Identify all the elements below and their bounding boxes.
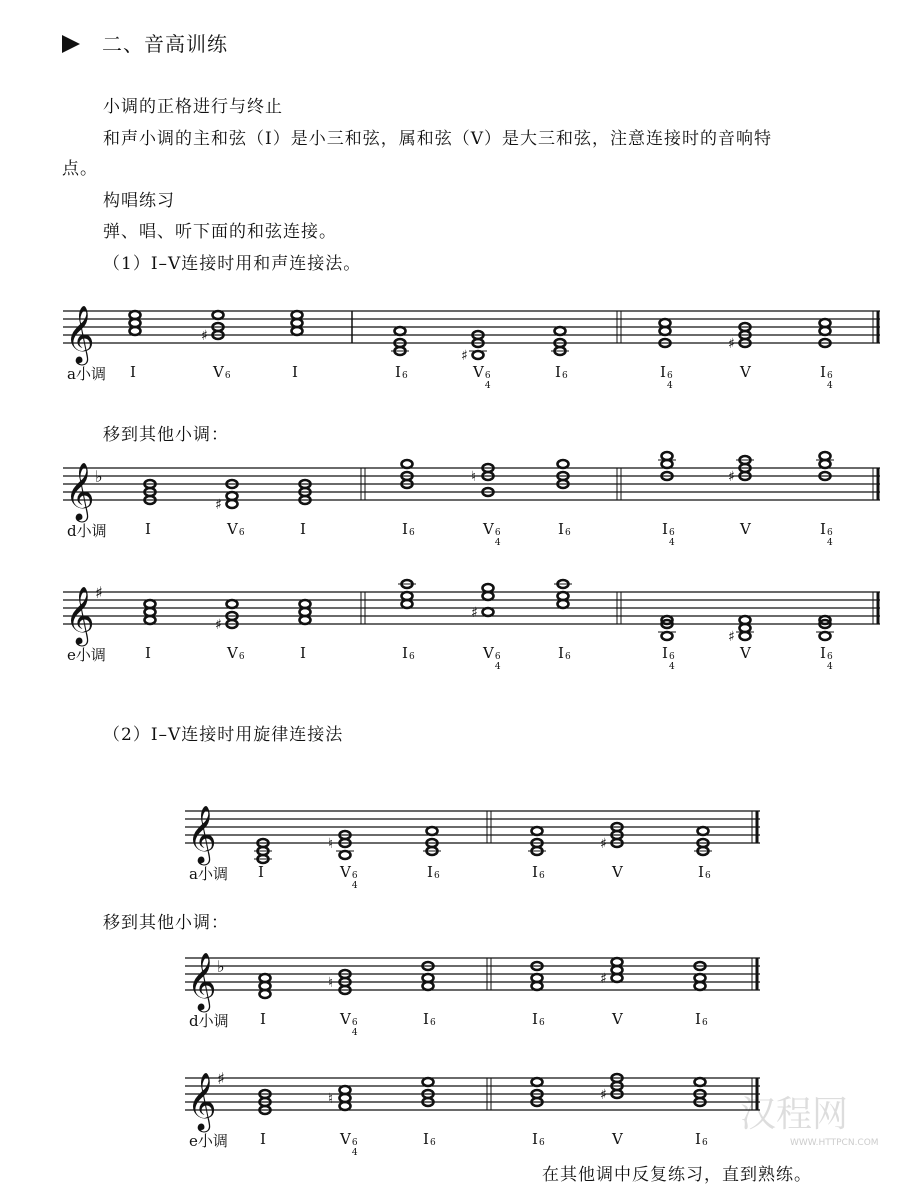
whole-note <box>340 1086 351 1094</box>
figure-number: 6 <box>561 371 568 381</box>
figure-number: 6 <box>494 652 501 662</box>
flat-key-signature-icon: ♭ <box>95 467 103 486</box>
figure-number: 6 <box>826 652 833 662</box>
figure-number: 6 <box>401 371 408 381</box>
figure-number: 6 <box>666 371 673 381</box>
chord-symbol: I <box>423 1010 429 1028</box>
chord-symbol: V <box>340 1010 351 1028</box>
chord-symbol: I <box>660 363 666 381</box>
section-2-heading: （2）Ⅰ–Ⅴ连接时用旋律连接法 <box>103 725 344 745</box>
chord-symbol: V <box>213 363 224 381</box>
figure-number: 6 <box>704 871 711 881</box>
chord-symbol: I <box>820 644 826 662</box>
flat-key-signature-icon: ♭ <box>217 957 225 976</box>
figure-number: 4 <box>351 881 358 891</box>
watermark: 汉程网 <box>740 1094 849 1135</box>
chord-symbol: I <box>695 1010 701 1028</box>
figure-number: 4 <box>668 538 675 548</box>
chord-symbol: I <box>260 1130 266 1148</box>
paragraph: 构唱练习 <box>103 191 175 211</box>
figure-number: 4 <box>668 662 675 672</box>
figure-number: 6 <box>351 1138 358 1148</box>
chord-symbol: I <box>145 520 151 538</box>
chord-symbol: V <box>612 1010 623 1028</box>
figure-number: 4 <box>484 381 491 391</box>
chord-symbol: I <box>402 520 408 538</box>
chord-symbol: I <box>558 520 564 538</box>
chord-label <box>260 1130 266 1148</box>
chord-symbol: I <box>662 644 668 662</box>
chord-symbol: I <box>395 363 401 381</box>
move-label: 移到其他小调： <box>103 913 229 933</box>
section-title-text: 二、音高训练 <box>102 32 228 56</box>
figure-number: 6 <box>429 1138 436 1148</box>
chord-symbol: V <box>473 363 484 381</box>
figure-number: 4 <box>494 662 501 672</box>
watermark-url: WWW.HTTPCN.COM <box>790 1138 879 1148</box>
chord-symbol: I <box>820 363 826 381</box>
figure-number: 6 <box>538 871 545 881</box>
sharp-key-signature-icon: ♯ <box>217 1069 225 1088</box>
figure-number: 6 <box>668 528 675 538</box>
figure-number: 4 <box>666 381 673 391</box>
figure-number: 6 <box>484 371 491 381</box>
figure-number: 6 <box>538 1138 545 1148</box>
chord-label <box>340 1130 358 1158</box>
chord-symbol: V <box>227 520 238 538</box>
figure-number: 6 <box>564 528 571 538</box>
figure-number: 6 <box>701 1138 708 1148</box>
figure-number: 6 <box>826 371 833 381</box>
natural-icon: ♮ <box>328 1091 334 1107</box>
paragraph: 小调的正格进行与终止 <box>103 97 283 117</box>
chord-symbol: I <box>300 644 306 662</box>
figure-number: 4 <box>826 662 833 672</box>
figure-number: 6 <box>668 652 675 662</box>
natural-icon: ♮ <box>471 469 477 485</box>
footer-note: 在其他调中反复练习，直到熟练。 <box>542 1165 812 1185</box>
chord-symbol: I <box>145 644 151 662</box>
figure-number: 6 <box>224 371 231 381</box>
paragraph: 弹、唱、听下面的和弦连接。 <box>103 222 337 242</box>
figure-number: 4 <box>351 1028 358 1038</box>
sharp-icon: ♯ <box>461 348 468 364</box>
chord-symbol: I <box>260 1010 266 1028</box>
figure-number: 4 <box>826 538 833 548</box>
figure-number: 6 <box>351 871 358 881</box>
chord-symbol: I <box>300 520 306 538</box>
natural-icon: ♮ <box>328 975 334 991</box>
key-label: d小调 <box>189 1012 229 1030</box>
treble-clef-icon: 𝄞 <box>187 805 217 863</box>
chord-symbol: I <box>558 644 564 662</box>
key-label: e小调 <box>67 646 106 664</box>
figure-number: 6 <box>408 528 415 538</box>
chord-symbol: I <box>532 1130 538 1148</box>
chord-symbol: V <box>483 520 494 538</box>
figured-bass <box>702 1130 708 1148</box>
sharp-icon: ♯ <box>728 336 735 352</box>
paragraph: 点。 <box>62 159 98 179</box>
whole-note <box>423 1078 434 1086</box>
paragraph: 和声小调的主和弦（Ⅰ）是小三和弦，属和弦（Ⅴ）是大三和弦，注意连接时的音响特 <box>103 129 772 149</box>
figure-number: 6 <box>494 528 501 538</box>
sharp-key-signature-icon: ♯ <box>95 583 103 602</box>
sharp-icon: ♯ <box>201 328 208 344</box>
figure-number: 4 <box>351 1148 358 1158</box>
chord-symbol: I <box>130 363 136 381</box>
chord-symbol: V <box>340 863 351 881</box>
figure-number: 6 <box>826 528 833 538</box>
chord-symbol: I <box>820 520 826 538</box>
chord-symbol: I <box>258 863 264 881</box>
chord-symbol: V <box>483 644 494 662</box>
chord-symbol: I <box>423 1130 429 1148</box>
figure-number: 6 <box>238 528 245 538</box>
treble-clef-icon: 𝄞 <box>187 1072 217 1130</box>
key-label: a小调 <box>67 365 106 383</box>
chord-symbol: I <box>532 863 538 881</box>
sharp-icon: ♯ <box>600 1087 607 1103</box>
figure-number: 6 <box>238 652 245 662</box>
treble-clef-icon: 𝄞 <box>65 462 95 520</box>
sharp-icon: ♯ <box>471 605 478 621</box>
figured-bass <box>539 1130 545 1148</box>
chord-label <box>612 1130 623 1148</box>
figure-number: 6 <box>538 1018 545 1028</box>
chord-symbol: V <box>612 863 623 881</box>
chord-symbol: V <box>227 644 238 662</box>
move-label: 移到其他小调： <box>103 425 229 445</box>
chord-symbol: I <box>698 863 704 881</box>
chord-symbol: V <box>740 520 751 538</box>
natural-icon: ♮ <box>328 836 334 852</box>
chord-label <box>532 1130 545 1148</box>
chord-symbol: I <box>532 1010 538 1028</box>
chord-symbol: I <box>427 863 433 881</box>
figure-number: 6 <box>433 871 440 881</box>
figured-bass <box>430 1130 436 1148</box>
treble-clef-icon: 𝄞 <box>187 952 217 1010</box>
sharp-icon: ♯ <box>600 836 607 852</box>
sharp-icon: ♯ <box>600 971 607 987</box>
sharp-icon: ♯ <box>215 497 222 513</box>
whole-note <box>532 1078 543 1086</box>
key-label: d小调 <box>67 522 107 540</box>
chord-symbol: V <box>740 644 751 662</box>
figure-number: 6 <box>408 652 415 662</box>
treble-clef-icon: 𝄞 <box>65 305 95 363</box>
chord-symbol: I <box>662 520 668 538</box>
chord-label <box>695 1130 708 1148</box>
figure-number: 6 <box>564 652 571 662</box>
key-label: a小调 <box>189 865 228 883</box>
chord-symbol: V <box>740 363 751 381</box>
chord-symbol: V <box>340 1130 351 1148</box>
chord-label <box>423 1130 436 1148</box>
chord-symbol: I <box>292 363 298 381</box>
chord-symbol: I <box>695 1130 701 1148</box>
sharp-icon: ♯ <box>215 617 222 633</box>
paragraph: （1）Ⅰ–Ⅴ连接时用和声连接法。 <box>103 254 362 274</box>
chord-symbol: I <box>402 644 408 662</box>
chord-symbol: I <box>555 363 561 381</box>
figure-number: 6 <box>429 1018 436 1028</box>
sharp-icon: ♯ <box>728 629 735 645</box>
treble-clef-icon: 𝄞 <box>65 586 95 644</box>
whole-note <box>695 1078 706 1086</box>
key-label: e小调 <box>189 1132 228 1150</box>
figure-number: 6 <box>701 1018 708 1028</box>
figure-number: 4 <box>494 538 501 548</box>
sharp-icon: ♯ <box>728 469 735 485</box>
figure-number: 6 <box>351 1018 358 1028</box>
figured-bass <box>352 1130 358 1158</box>
figure-number: 4 <box>826 381 833 391</box>
chord-symbol: V <box>612 1130 623 1148</box>
